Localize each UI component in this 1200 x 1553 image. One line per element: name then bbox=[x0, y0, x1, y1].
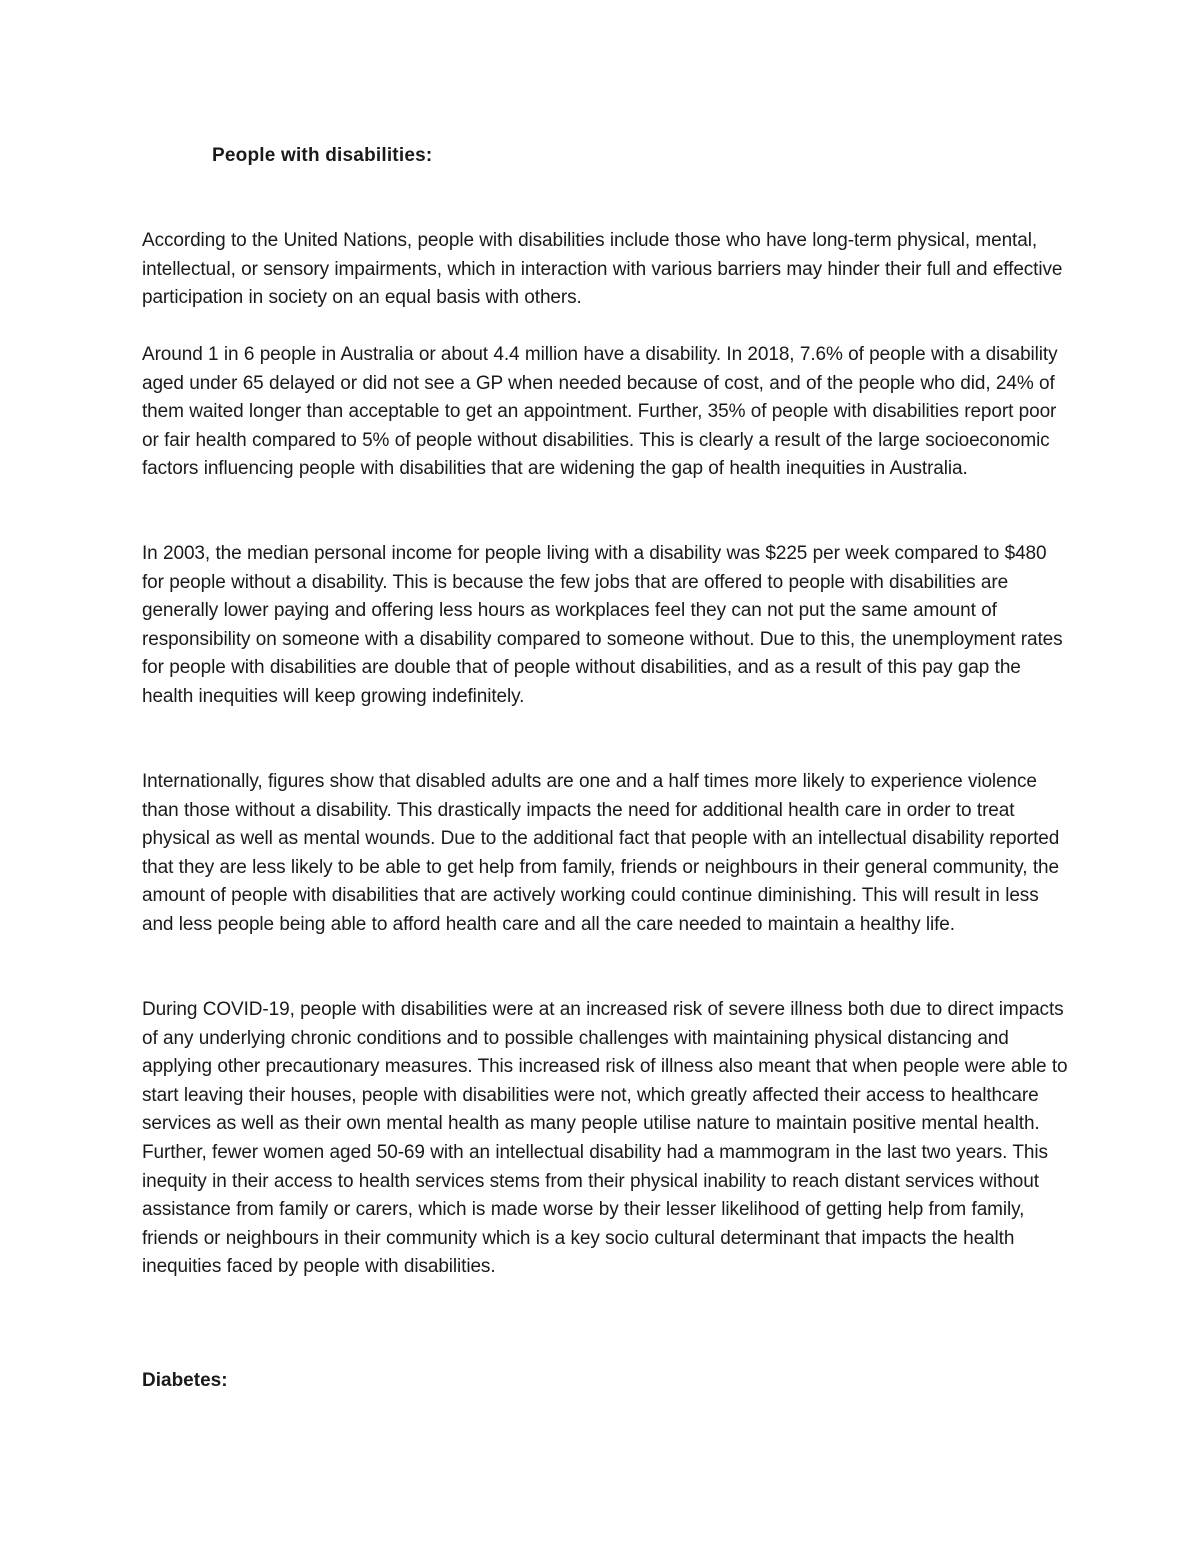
paragraph-covid-impact: During COVID-19, people with disabilities were at an increased risk of severe illness both due to direct impacts of any underlying chronic conditions and to possible challenges with maintaining physical distancing and applying other precautionary measures. This increased risk of illness also meant that when people were able to start leaving their houses, people with disabilities were not, which greatly affected their access to healthcare services as well as their own mental health as many people utilise nature to maintain positive mental health. Further, fewer women aged 50-69 with an intellectual disability had a mammogram in the last two years. This inequity in their access to health services stems from their physical inability to reach distant services without assistance from family or carers, which is made worse by their lesser likelihood of getting help from family, friends or neighbours in their community which is a key socio cultural determinant that impacts the health inequities faced by people with disabilities. bbox=[142, 999, 1068, 1278]
paragraph-violence-statistics: Internationally, figures show that disabled adults are one and a half times more likely to experience violence than those without a disability. This drastically impacts the need for additional health care in order to treat physical as well as mental wounds. Due to the additional fact that people with an intellectual disability reported that they are less likely to be able to get help from family, friends or neighbours in their general community, the amount of people with disabilities that are actively working could continue diminishing. This will result in less and less people being able to afford health care and all the care needed to maintain a healthy life. bbox=[142, 771, 1060, 935]
paragraph-australia-statistics: Around 1 in 6 people in Australia or about 4.4 million have a disability. In 2018, 7.6% of people with a disability aged under 65 delayed or did not see a GP when needed because of cost, and of the people who did, 24% of them waited longer than acceptable to get an appointment. Further, 35% of people with disabilities report poor or fair health compared to 5% of people without disabilities. This is clearly a result of the large socioeconomic factors influencing people with disabilities that are widening the gap of health inequities in Australia. bbox=[142, 344, 1058, 480]
section-heading-disabilities: People with disabilities: bbox=[212, 145, 433, 166]
paragraph-income-gap: In 2003, the median personal income for people living with a disability was $225 per week compared to $480 for people without a disability. This is because the few jobs that are offered to people with disabilities are generally lower paying and offering less hours as workplaces feel they can not put the same amount of responsibility on someone with a disability compared to someone without. Due to this, the unemployment rates for people with disabilities are double that of people without disabilities, and as a result of this pay gap the health inequities will keep growing indefinitely. bbox=[142, 543, 1063, 707]
section-heading-diabetes: Diabetes: bbox=[142, 1370, 228, 1391]
paragraph-un-definition: According to the United Nations, people with disabilities include those who have long-term physical, mental, intellectual, or sensory impairments, which in interaction with various barriers may hinder their full and effective participation in society on an equal basis with others. bbox=[142, 230, 1063, 309]
